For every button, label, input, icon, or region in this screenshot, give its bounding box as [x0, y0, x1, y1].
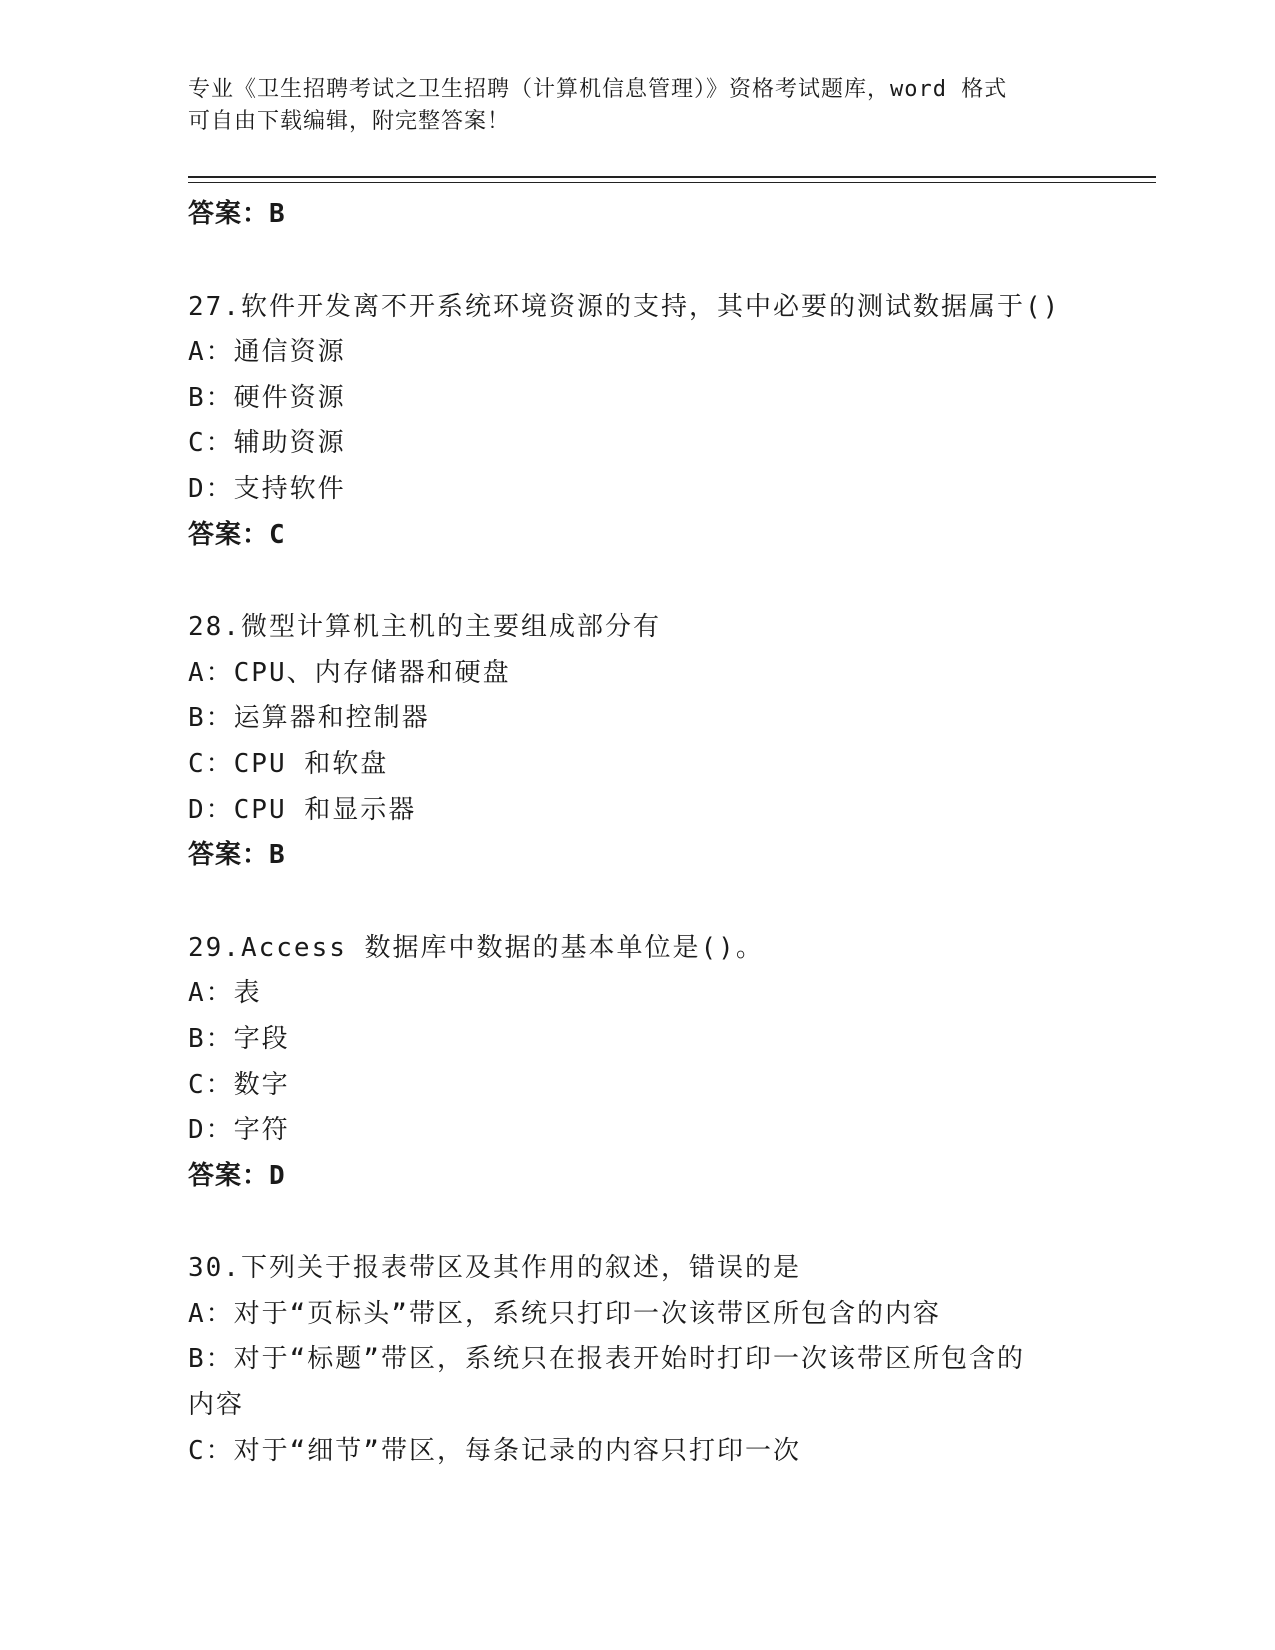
question-30: [188, 1246, 1088, 1474]
answer-line: 答案：C: [188, 519, 286, 550]
question-stem: 27.软件开发离不开系统环境资源的支持，其中必要的测试数据属于(): [188, 291, 1061, 322]
header-line-2: 可自由下载编辑，附完整答案！: [188, 109, 511, 134]
option-c: C：辅助资源: [188, 428, 346, 459]
spacer: [188, 879, 1088, 926]
option-a: A：通信资源: [188, 337, 346, 368]
option-b: B：硬件资源: [188, 382, 346, 413]
answer-line: 答案：D: [188, 1160, 286, 1191]
question-stem: 30.下列关于报表带区及其作用的叙述，错误的是: [188, 1253, 801, 1284]
question-stem: 28.微型计算机主机的主要组成部分有: [188, 612, 661, 643]
document-body: [188, 192, 1088, 1474]
answer-line: 答案：B: [188, 199, 286, 229]
option-d: D：CPU 和显示器: [188, 794, 417, 825]
option-a: A：CPU、内存储器和硬盘: [188, 657, 511, 688]
question-28: [188, 605, 1088, 879]
spacer: [188, 1199, 1088, 1246]
option-b: B：对于“标题”带区，系统只在报表开始时打印一次该带区所包含的内容: [188, 1344, 1025, 1421]
header-line-1: 专业《卫生招聘考试之卫生招聘（计算机信息管理）》资格考试题库，word 格式: [188, 77, 1008, 102]
option-d: D：支持软件: [188, 473, 346, 504]
answer-line: 答案：B: [188, 840, 286, 871]
option-b: B：字段: [188, 1023, 290, 1054]
spacer: [188, 558, 1088, 605]
option-b: B：运算器和控制器: [188, 703, 430, 734]
question-29: [188, 926, 1088, 1200]
option-c: C：CPU 和软盘: [188, 748, 389, 779]
option-a: A：对于“页标头”带区，系统只打印一次该带区所包含的内容: [188, 1298, 941, 1329]
question-stem: 29.Access 数据库中数据的基本单位是()。: [188, 932, 764, 963]
option-a: A：表: [188, 978, 262, 1009]
spacer: [188, 238, 1088, 285]
option-d: D：字符: [188, 1115, 290, 1146]
document-header: [188, 74, 1068, 138]
header-rule-thin: [188, 182, 1156, 183]
option-c: C：对于“细节”带区，每条记录的内容只打印一次: [188, 1435, 801, 1466]
option-c: C：数字: [188, 1069, 290, 1100]
header-rule-thick: [188, 176, 1156, 178]
question-27: [188, 285, 1088, 559]
